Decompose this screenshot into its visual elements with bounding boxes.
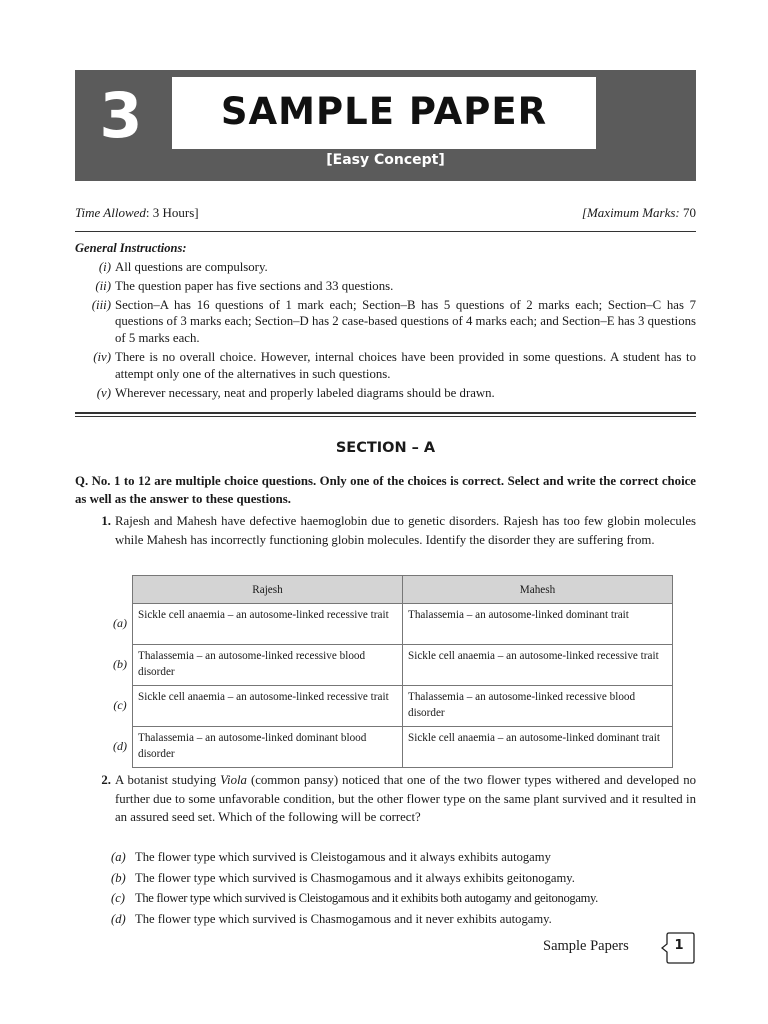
option-label: (a): [113, 616, 127, 631]
option-label: (b): [111, 870, 126, 885]
option-label: (d): [111, 911, 126, 926]
question-1: [75, 512, 696, 549]
question-2: [75, 771, 696, 827]
instruction-number: (i): [98, 260, 111, 274]
table-cell: Thalassemia – an autosome-linked recessive blood disorder: [403, 686, 673, 727]
instruction-item: [75, 385, 696, 402]
option-label: (d): [113, 739, 127, 754]
question-2-options: [111, 847, 696, 929]
page-subtitle: [Easy Concept]: [326, 152, 445, 168]
column-header-mahesh: Mahesh: [403, 576, 673, 604]
instruction-number: (iii): [91, 297, 111, 312]
table-cell: Thalassemia – an autosome-linked dominant blood disorder: [133, 727, 403, 768]
option-label: (c): [113, 698, 127, 713]
instruction-text: There is no overall choice. However, internal choices have been provided in some questions. A student has to attempt only one of the alternatives in such questions.: [115, 349, 696, 381]
instruction-number: (ii): [95, 278, 111, 293]
option-text: The flower type which survived is Cleistogamous and it exhibits both autogamy and geitonogamy.: [135, 891, 598, 905]
option-item: [111, 909, 696, 930]
instruction-item: [75, 259, 696, 276]
instruction-text: Section–A has 16 questions of 1 mark each; Section–B has 5 questions of 2 marks each; Section–C has 7 questions of 3 marks each; Section–D has 2 case-based questions of 4 marks each; and Section–E has 3 questions of 5 marks each.: [115, 297, 696, 346]
question-text-end: (common pansy) noticed that one of the two flower types withered and developed no further due to some unfavorable condition, but the other flower type on the same plant survived and it resulted in an assured seed set. Which of the following will be correct?: [115, 773, 696, 824]
instruction-number: (v): [96, 385, 111, 400]
divider-double-1: [75, 412, 696, 414]
marks-value: 70: [679, 205, 696, 220]
table-row: [112, 686, 673, 727]
instruction-text: Wherever necessary, neat and properly labeled diagrams should be drawn.: [115, 385, 495, 400]
table-cell: Sickle cell anaemia – an autosome-linked recessive trait: [403, 645, 673, 686]
table-corner: [112, 576, 133, 604]
question-number: 2.: [101, 773, 111, 787]
time-label: Time Allowed: [75, 205, 146, 220]
instructions-list: [75, 259, 696, 403]
option-text: The flower type which survived is Cleistogamous and it always exhibits autogamy: [135, 850, 551, 864]
option-label: (c): [111, 891, 125, 905]
question-text-start: A botanist studying: [115, 773, 221, 787]
instruction-item: [75, 349, 696, 383]
paper-number: 3: [99, 79, 143, 152]
species-name: Viola: [220, 773, 247, 787]
header-banner: [75, 70, 696, 181]
table-cell: Sickle cell anaemia – an autosome-linked recessive trait: [133, 604, 403, 645]
column-header-rajesh: Rajesh: [133, 576, 403, 604]
option-label: (a): [111, 850, 126, 864]
instruction-item: [75, 278, 696, 295]
option-label: (b): [113, 657, 127, 672]
option-text: The flower type which survived is Chasmogamous and it never exhibits autogamy.: [135, 911, 552, 926]
page-title: SAMPLE PAPER: [220, 90, 548, 133]
question-text: Rajesh and Mahesh have defective haemoglobin due to genetic disorders. Rajesh has too few globin molecules while Mahesh has incorrectly functioning globin molecules. Identify the disorder they are suffering from.: [115, 514, 696, 547]
exam-meta: [75, 205, 696, 221]
time-allowed: [75, 205, 199, 221]
question-number: 1.: [101, 514, 111, 528]
table-cell: Thalassemia – an autosome-linked recessive blood disorder: [133, 645, 403, 686]
table-row: [112, 727, 673, 768]
title-box: [172, 77, 596, 149]
instruction-text: The question paper has five sections and 33 questions.: [115, 278, 394, 293]
option-item: [111, 868, 696, 889]
instruction-number: (iv): [93, 349, 111, 364]
table-cell: Thalassemia – an autosome-linked dominant trait: [403, 604, 673, 645]
divider-top: [75, 231, 696, 232]
instruction-item: [75, 297, 696, 347]
table-row: [112, 604, 673, 645]
option-item: [111, 847, 696, 868]
section-note: Q. No. 1 to 12 are multiple choice questions. Only one of the choices is correct. Select and write the correct choice as well as the answer to these questions.: [75, 474, 696, 506]
marks-label: [Maximum Marks:: [581, 205, 680, 220]
table-cell: Sickle cell anaemia – an autosome-linked dominant trait: [403, 727, 673, 768]
option-item: [111, 888, 696, 909]
answer-table: [112, 575, 673, 768]
question-text: [115, 771, 696, 827]
instruction-text: All questions are compulsory.: [115, 260, 268, 274]
section-heading: SECTION – A: [335, 440, 436, 456]
page-number: 1: [674, 938, 684, 953]
instructions-title: General Instructions:: [75, 241, 187, 255]
footer-book-title: Sample Papers: [543, 938, 629, 954]
maximum-marks: [582, 205, 696, 221]
table-row: [112, 645, 673, 686]
table-cell: Sickle cell anaemia – an autosome-linked recessive trait: [133, 686, 403, 727]
divider-double-2: [75, 416, 696, 417]
option-text: The flower type which survived is Chasmogamous and it always exhibits geitonogamy.: [135, 870, 575, 885]
time-value: : 3 Hours]: [145, 205, 199, 220]
